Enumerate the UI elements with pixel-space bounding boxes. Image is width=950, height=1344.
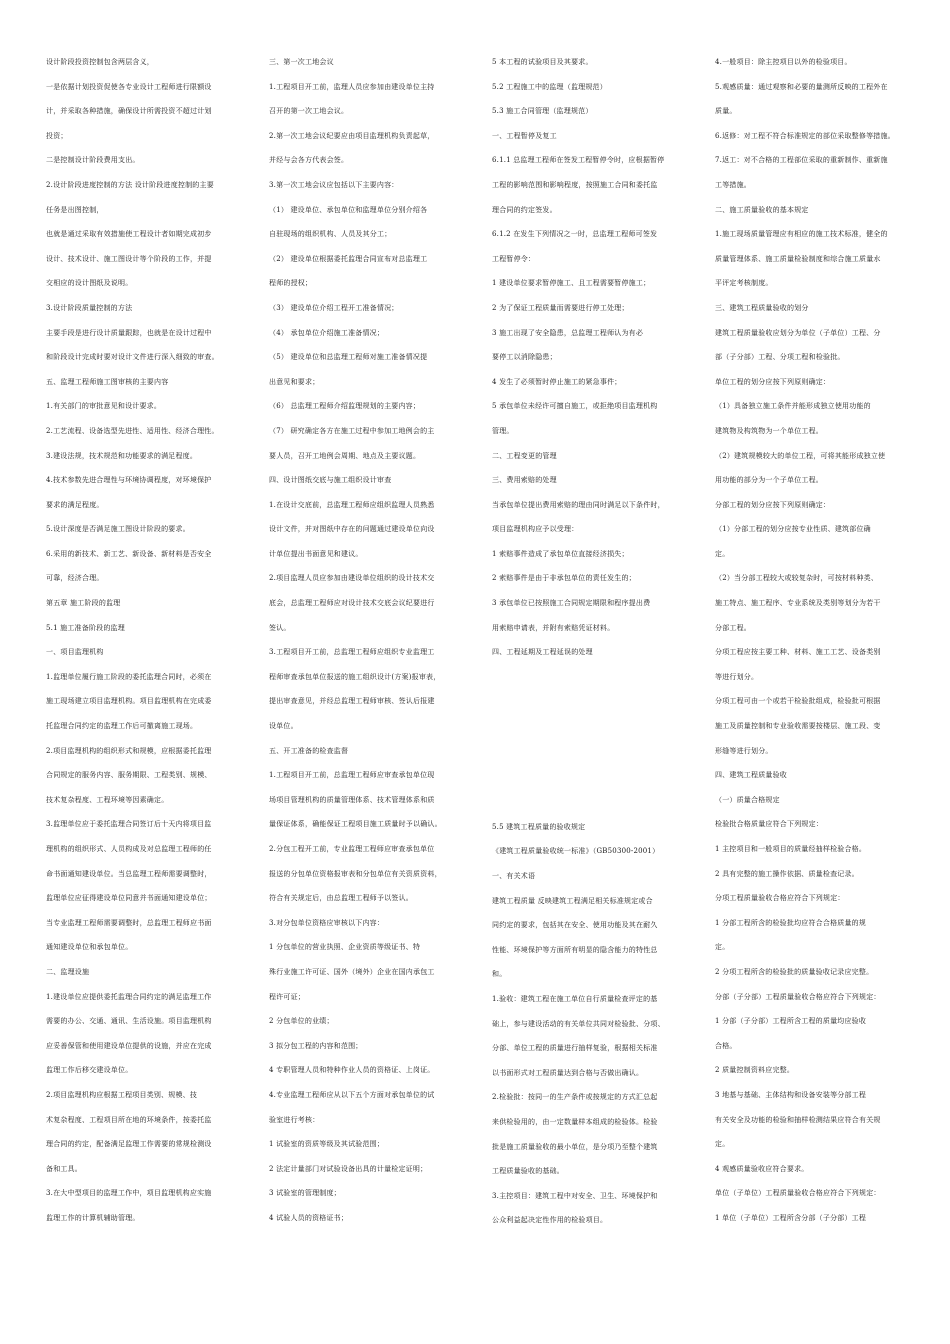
text-line: 召开的第一次工地会议。 [269,107,349,116]
text-line: 理合同的约定，配备满足监理工作需要的常规检测设 [46,1140,212,1149]
text-line: 1.在设计交底前，总监理工程师应组织监理人员熟悉 [269,500,435,509]
text-line: 等进行划分。 [715,672,759,681]
text-line: 5.观感质量：通过观察和必要的量测所反映的工程外在 [715,82,888,91]
text-line: 6.返修：对工程不符合标准规定的部位采取整修等措施。 [715,131,895,140]
text-line: 二、监理设施 [46,967,90,976]
text-line: （2） 建设单位根据委托监理合同宣布对总监理工 [269,254,428,263]
column-gap [492,665,684,815]
text-line: 工程暂停令： [492,254,536,263]
text-line: 合同规定的服务内容、服务期限、工程类别、规模、 [46,771,212,780]
text-line: 符合有关规定后，由总监理工程师予以签认。 [269,894,413,903]
text-line: 5 本工程的试验项目及其要求。 [492,58,593,66]
text-line: 定。 [715,549,730,558]
text-line: 5.5 建筑工程质量的验收规定 [492,822,586,831]
text-line: 1.验收：建筑工程在施工单位自行质量检查评定的基 [492,995,658,1003]
text-line: 工程质量验收的基础。 [492,1167,564,1176]
text-column-2 [269,50,461,1231]
text-line: 和。 [492,970,507,979]
text-line: 3.设计阶段质量控制的方法 [46,303,133,312]
text-line: 1 建设单位要求暂停施工、且工程需要暂停施工； [492,279,651,288]
text-line: 5 承包单位未经许可擅自施工，或拒绝项目监理机构 [492,402,658,411]
text-line: 自驻现场的组织机构、人员及其分工； [269,230,392,239]
text-line: 平评定考核制度。 [715,279,773,288]
text-line: 定。 [715,1140,730,1149]
text-line: 来供检验用的，由一定数量样本组成的检验体。检验 [492,1117,658,1126]
text-line: 6.采用的新技术、新工艺、新设备、新材料是否安全 [46,549,212,558]
text-line: 单位工程的划分应按下列原则确定： [715,377,831,386]
text-line: 工程的影响范围和影响程度，按照施工合同和委托监 [492,180,658,189]
text-line: 应妥善保管和使用建设单位提供的设施，并应在完成 [46,1041,212,1050]
text-line: 二是控制设计阶段费用支出。 [46,156,140,165]
text-line: 当承包单位提出费用索赔的理由同时满足以下条件时， [492,500,665,509]
text-line: （1）分部工程的划分应按专业性质、建筑部位确 [715,525,871,534]
text-line: 部（子分部）工程、分项工程和检验批。 [715,353,845,362]
text-line: 提出审查意见，并经总监理工程师审核、签认后报建 [269,697,435,706]
text-line: 5.2 工程施工中的监理（监理规范） [492,82,607,91]
text-line: 2.项目监理机构应根据工程项目类别、规模、技 [46,1090,198,1099]
text-line: 并经与会各方代表会签。 [269,156,349,165]
text-line: （6） 总监理工程师介绍监理规划的主要内容； [269,402,421,411]
text-line: 项目监理机构应予以受理： [492,525,579,534]
text-line: 形缝等进行划分。 [715,746,773,755]
text-line: 程许可证； [269,992,305,1001]
text-line: 三、第一次工地会议 [269,58,334,66]
text-line: 检验批合格质量应符合下列规定： [715,820,823,829]
text-line: 1 主控项目和一般项目的质量经抽样检验合格。 [715,845,867,853]
text-line: 2.工艺流程、设备选型先进性、适用性、经济合理性。 [46,426,219,435]
text-line: 通知建设单位和承包单位。 [46,943,133,952]
text-line: （1）具备独立施工条件并能形成独立使用功能的 [715,402,871,411]
text-line: 分项工程应按主要工种、材料、施工工艺、设备类别 [715,648,881,657]
text-line: 任务是出图控制， [46,205,104,214]
text-line: 2 法定计量部门对试验设备出具的计量检定证明； [269,1164,428,1173]
text-line: 三、费用索赔的处理 [492,476,557,485]
text-line: 一、有关术语 [492,872,536,881]
text-line: 要求的满足程度。 [46,500,104,509]
text-line: 4.技术参数先进合理性与环境协调程度，对环境保护 [46,476,212,485]
text-line: 建筑工程质量 反映建筑工程满足相关标准规定或合 [492,896,653,905]
text-line: 质量。 [715,107,737,116]
text-line: 五、开工准备的检查监督 [269,746,349,755]
text-line: 3.监理单位应于委托监理合同签订后十天内将项目监 [46,820,212,829]
text-line: 3.对分包单位资格应审核以下内容： [269,918,385,927]
text-line: 有关安全及功能的检验和抽样检测结果应符合有关规 [715,1115,881,1124]
text-line: 3.在大中型项目的监理工作中，项目监理机构应实施 [46,1189,212,1198]
text-line: （4） 承包单位介绍施工准备情况； [269,328,385,337]
text-line: 投资； [46,131,68,140]
text-line: 分部工程的划分应按下列原则确定： [715,500,831,509]
text-line: 托监理合同约定的监理工作后可撤离施工现场。 [46,722,198,731]
text-line: 理机构的组织形式、人员构成及对总监理工程师的任 [46,845,212,853]
text-line: 3.建设法规，技术规范和功能要求的满足程度。 [46,451,198,460]
text-line: 质量管理体系、施工质量检验制度和综合施工质量水 [715,254,881,263]
text-line: 第五章 施工阶段的监理 [46,599,121,608]
text-line: 础上，参与建设活动的有关单位共同对检验批、分项、 [492,1019,665,1028]
text-line: 5.3 施工合同管理（监理规范） [492,107,593,116]
text-line: 验室进行考核： [269,1115,320,1124]
text-line: 监理工作后移交建设单位。 [46,1066,133,1075]
text-line: 同约定的要求，包括其在安全、使用功能及其在耐久 [492,921,658,930]
text-line: （2）建筑规模较大的单位工程，可将其能形成独立使 [715,451,886,460]
text-line: 1.施工现场质量管理应有相应的施工技术标准，健全的 [715,230,888,239]
text-line: 2 质量控制资料应完整。 [715,1066,795,1075]
text-line: 2.项目监理人员应参加由建设单位组织的设计技术交 [269,574,435,583]
text-line: 五、监理工程师施工图审核的主要内容 [46,377,169,386]
text-line: 3 试验室的管理制度； [269,1189,341,1198]
text-line: （2）当分部工程较大或较复杂时，可按材料种类、 [715,574,879,583]
text-line: 3.主控项目：建筑工程中对安全、卫生、环境保护和 [492,1191,658,1200]
text-line: 1 单位（子单位）工程所含分部（子分部）工程 [715,1213,867,1222]
text-line: （3） 建设单位介绍工程开工准备情况； [269,303,399,312]
text-line: 三、建筑工程质量验收的划分 [715,303,809,312]
text-line: 签认。 [269,623,291,632]
text-line: 7.返工：对不合格的工程部位采取的重新制作、重新施 [715,156,888,165]
text-line: 1.工程项目开工前，监理人员应参加由建设单位主持 [269,82,435,91]
text-line: 施工及质量控制和专业验收需要按楼层、施工段、变 [715,722,881,731]
text-line: 建筑工程质量验收应划分为单位（子单位）工程、分 [715,328,881,337]
text-line: 建筑物及构筑物为一个单位工程。 [715,426,823,435]
text-line: 2 具有完整的施工操作依据、质量检查记录。 [715,869,859,878]
text-line: 设计文件，并对图纸中存在的问题通过建设单位向设 [269,525,435,534]
text-line: 批是施工质量验收的最小单位，是分项乃至整个建筑 [492,1142,658,1151]
text-line: 4 试验人员的资格证书； [269,1213,349,1222]
text-line: 合格。 [715,1041,737,1050]
text-line: 分项工程可由一个或若干检验批组成，检验批可根据 [715,697,881,706]
text-line: 程师审查承包单位报送的施工组织设计(方案)报审表， [269,672,441,681]
text-line: 场项目管理机构的质量管理体系、技术管理体系和质 [269,795,435,804]
text-column-3 [492,50,684,1233]
text-line: 公众利益起决定性作用的检验项目。 [492,1216,608,1225]
text-line: 殊行业施工许可证、国外（境外）企业在国内承包工 [269,967,435,976]
text-line: 施工现场建立项目监理机构。项目监理机构在完成委 [46,697,212,706]
text-line: 2 索赔事件是由于非承包单位的责任发生的； [492,574,636,583]
text-line: 要停工以消除隐患； [492,353,557,362]
text-line: 6.1.1 总监理工程师在签发工程暂停令时，应根据暂停 [492,156,665,165]
text-line: 以书面形式对工程质量达到合格与否做出确认。 [492,1068,644,1077]
text-line: 一、项目监理机构 [46,648,104,657]
text-line: 报送的分包单位资格报审表和分包单位有关资质资料， [269,869,442,878]
text-line: 命书面通知建设单位。当总监理工程师需要调整时， [46,869,212,878]
text-line: 1.监理单位履行施工阶段的委托监理合同时，必须在 [46,672,212,681]
text-line: 也就是通过采取有效措施使工程设计者如期完成初步 [46,230,212,239]
text-line: 二、施工质量验收的基本规定 [715,205,809,214]
text-line: 3 承包单位已按照施工合同规定期限和程序提出费 [492,599,651,608]
text-line: 主要手段是进行设计质量跟踪，也就是在设计过程中 [46,328,212,337]
text-line: 设单位。 [269,722,298,731]
text-line: 用功能的部分为一个子单位工程。 [715,476,823,485]
text-line: 备和工具。 [46,1164,82,1173]
text-line: 2.设计阶段进度控制的方法 设计阶段进度控制的主要 [46,180,214,189]
text-line: 4.专业监理工程师应从以下五个方面对承包单位的试 [269,1090,435,1099]
text-line: 需要的办公、交通、通讯、生活设施。项目监理机构 [46,1017,212,1026]
text-line: 计，并采取各种措施，确保设计所需投资不超过计划 [46,107,212,116]
text-line: 监理单位应征得建设单位同意并书面通知建设单位； [46,894,212,903]
text-column-1 [46,50,238,1231]
text-line: 定。 [715,943,730,952]
text-line: 1.建设单位应提供委托监理合同约定的满足监理工作 [46,992,212,1001]
text-line: 分部、单位工程的质量进行抽样复验，根据相关标准 [492,1044,658,1053]
text-line: 管理。 [492,426,514,435]
text-line: 分项工程质量验收合格应符合下列规定： [715,894,845,903]
text-line: 和阶段设计完成时要对设计文件进行深入细致的审查。 [46,353,219,362]
text-line: 2.项目监理机构的组织形式和规模，应根据委托监理 [46,746,212,755]
text-line: 4 专职管理人员和特种作业人员的资格证、上岗证。 [269,1066,435,1075]
text-line: 用索赔申请表，并附有索赔凭证材料。 [492,623,615,632]
text-line: 1 试验室的资质等级及其试验范围； [269,1140,385,1149]
text-line: 单位（子单位）工程质量验收合格应符合下列规定： [715,1189,881,1198]
text-line: 3.第一次工地会议应包括以下主要内容： [269,180,399,189]
text-line: 当专业监理工程师需要调整时，总监理工程师应书面 [46,918,212,927]
text-line: 计单位提出书面意见和建议。 [269,549,363,558]
text-line: 性能、环境保护等方面所有明显的隐含能力的特性总 [492,945,658,954]
text-line: 可靠，经济合理。 [46,574,104,583]
text-line: （7） 研究确定各方在施工过程中参加工地例会的主 [269,426,435,435]
text-line: 分部工程。 [715,623,751,632]
text-line: 2.第一次工地会议纪要应由项目监理机构负责起草， [269,131,435,140]
text-line: 底会，总监理工程师应对设计技术交底会议纪要进行 [269,599,435,608]
text-line: 2.分包工程开工前，专业监理工程师应审查承包单位 [269,845,435,853]
text-line: 四、建筑工程质量验收 [715,771,787,780]
text-line: 6.1.2 在发生下列情况之一时，总监理工程师可签发 [492,230,658,239]
text-line: 要人员，召开工地例会周期、地点及主要议题。 [269,451,421,460]
text-line: 2 为了保证工程质量而需要进行停工处理； [492,303,629,312]
text-line: 3 地基与基础、主体结构和设备安装等分部工程 [715,1090,867,1099]
text-line: 设计、技术设计、施工图设计等个阶段的工作，并提 [46,254,212,263]
text-line: 3 拟分包工程的内容和范围； [269,1041,363,1050]
text-line: 4.一般项目：除主控项目以外的检验项目。 [715,58,852,66]
text-line: 工等措施。 [715,180,751,189]
text-line: 3 施工出现了安全隐患，总监理工程师认为有必 [492,328,644,337]
text-line: 3.工程项目开工前，总监理工程师应组织专业监理工 [269,648,435,657]
text-line: 1 索赔事件造成了承包单位直接经济损失； [492,549,629,558]
text-line: 1 分部（子分部）工程所含工程的质量均应验收 [715,1017,867,1026]
text-line: 设计阶段投资控制包含两层含义， [46,58,154,66]
text-line: （1） 建设单位、承包单位和监理单位分别介绍各 [269,205,428,214]
text-line: 2.检验批：按同一的生产条件或按规定的方式汇总起 [492,1093,658,1102]
text-line: 施工特点、施工程序、专业系统及类别等划分为若干 [715,599,881,608]
text-line: 1.工程项目开工前，总监理工程师应审查承包单位现 [269,771,435,780]
text-line: 理合同的约定签发。 [492,205,557,214]
text-line: 出意见和要求； [269,377,320,386]
text-line: 四、设计图纸交底与施工组织设计审查 [269,476,392,485]
text-line: 监理工作的计算机辅助管理。 [46,1213,140,1222]
text-line: 分部（子分部）工程质量验收合格应符合下列规定： [715,992,881,1001]
text-line: 1.有关部门的审批意见和设计要求。 [46,402,162,411]
text-line: 5.设计深度是否满足施工图设计阶段的要求。 [46,525,190,534]
text-line: （一）质量合格规定 [715,795,780,804]
text-line: 《建筑工程质量验收统一标准》（GB50300-2001） [492,847,660,856]
text-line: 交相应的设计图纸及说明。 [46,279,133,288]
text-line: 5.1 施工准备阶段的监理 [46,623,125,632]
text-line: 二、工程变更的管理 [492,451,557,460]
text-line: 一是依据计划投资促使各专业设计工程师进行限额设 [46,82,212,91]
text-line: 一、工程暂停及复工 [492,131,557,140]
text-line: 四、工程延期及工程延误的处理 [492,648,593,657]
text-line: 程师的授权； [269,279,313,288]
text-line: （5） 建设单位和总监理工程师对施工准备情况提 [269,353,428,362]
text-line: 2 分项工程所含的检验批的质量验收记录应完整。 [715,967,874,976]
text-column-4 [715,50,907,1231]
text-line: 4 观感质量验收应符合要求。 [715,1164,809,1173]
text-line: 技术复杂程度、工程环境等因素确定。 [46,795,169,804]
text-line: 1 分部工程所含的检验批均应符合合格质量的规 [715,918,867,927]
text-line: 1 分包单位的营业执照、企业资质等级证书、特 [269,943,421,952]
text-line: 4 发生了必须暂时停止施工的紧急事件； [492,377,622,386]
text-line: 术复杂程度、工程项目所在地的环境条件，按委托监 [46,1115,212,1124]
text-line: 量保证体系，确能保证工程项目施工质量时予以确认。 [269,820,442,829]
text-line: 2 分包单位的业绩； [269,1017,334,1026]
